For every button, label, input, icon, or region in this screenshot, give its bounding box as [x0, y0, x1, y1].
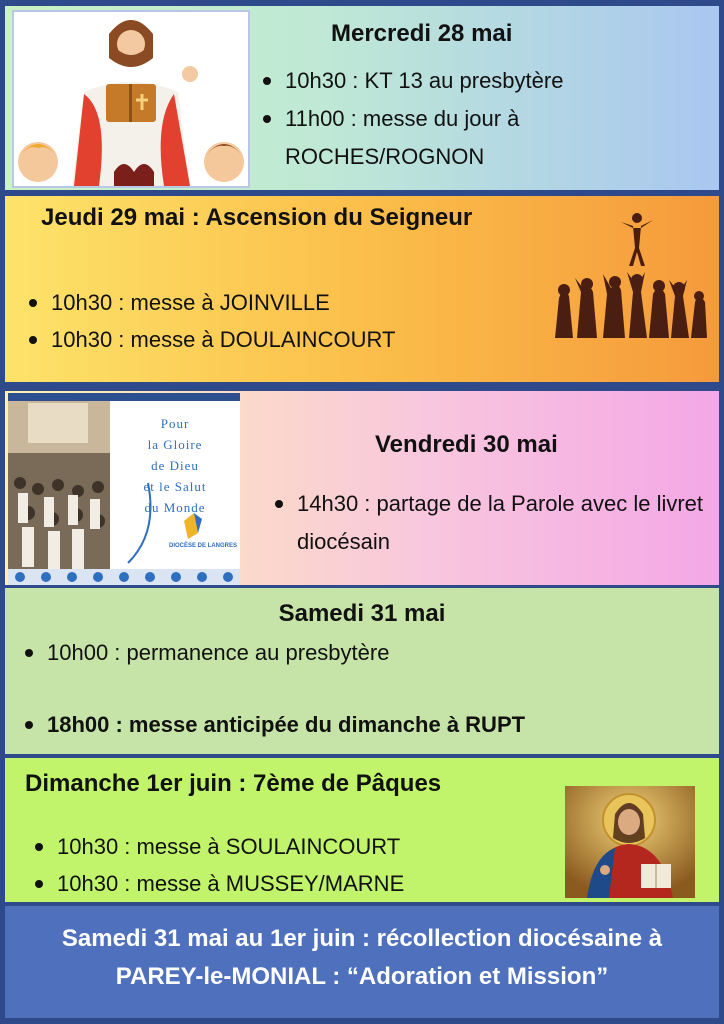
booklet-motto-line: de Dieu: [151, 458, 199, 473]
ascension-silhouette-illustration: [549, 208, 709, 338]
list-item: 11h00 : messe du jour à ROCHES/ROGNON: [257, 100, 697, 176]
saturday-schedule-list: [19, 634, 709, 743]
retreat-notice-line: Samedi 31 mai au 1er juin : récollection diocésaine à: [61, 925, 663, 952]
booklet-motto: [120, 413, 230, 518]
saturday-section: [5, 588, 719, 754]
thursday-section: [5, 196, 719, 382]
booklet-motto-line: et le Salut: [143, 479, 207, 494]
list-item: 10h30 : messe à MUSSEY/MARNE: [29, 865, 549, 902]
retreat-notice: [5, 920, 719, 996]
retreat-notice-section: [5, 906, 719, 1018]
wednesday-schedule-list: [257, 62, 697, 176]
friday-schedule-list: [269, 485, 713, 561]
thursday-schedule-list: [23, 284, 543, 358]
list-item: 10h30 : KT 13 au presbytère: [257, 62, 697, 100]
diocesan-booklet-cover-image: [8, 393, 240, 585]
list-item: 10h30 : messe à JOINVILLE: [23, 284, 543, 321]
thursday-title: Jeudi 29 mai : Ascension du Seigneur: [41, 204, 473, 231]
list-item: 18h00 : messe anticipée du dimanche à RUPT: [19, 706, 709, 743]
jesus-teaching-children-illustration: [12, 10, 250, 188]
retreat-notice-line: PAREY-le-MONIAL : “Adoration et Mission”: [115, 963, 609, 990]
friday-section: [5, 391, 719, 585]
diocese-logo-text: DIOCÈSE DE LANGRES: [168, 543, 237, 549]
list-item: 10h30 : messe à DOULAINCOURT: [23, 321, 543, 358]
sunday-schedule-list: [29, 828, 549, 902]
booklet-motto-line: du Monde: [144, 500, 206, 515]
booklet-motto-line: la Gloire: [147, 437, 203, 452]
christ-pantocrator-icon-image: [565, 786, 695, 898]
sunday-section: [5, 758, 719, 902]
list-item: 10h30 : messe à SOULAINCOURT: [29, 828, 549, 865]
wednesday-section: [5, 6, 719, 190]
wednesday-title: Mercredi 28 mai: [331, 20, 513, 47]
booklet-motto-line: Pour: [160, 416, 190, 431]
friday-title: Vendredi 30 mai: [375, 431, 558, 458]
list-item: 14h30 : partage de la Parole avec le livret diocésain: [269, 485, 713, 561]
saturday-title: Samedi 31 mai: [278, 600, 446, 627]
list-item: 10h00 : permanence au presbytère: [19, 634, 709, 671]
sunday-title: Dimanche 1er juin : 7ème de Pâques: [25, 770, 442, 797]
